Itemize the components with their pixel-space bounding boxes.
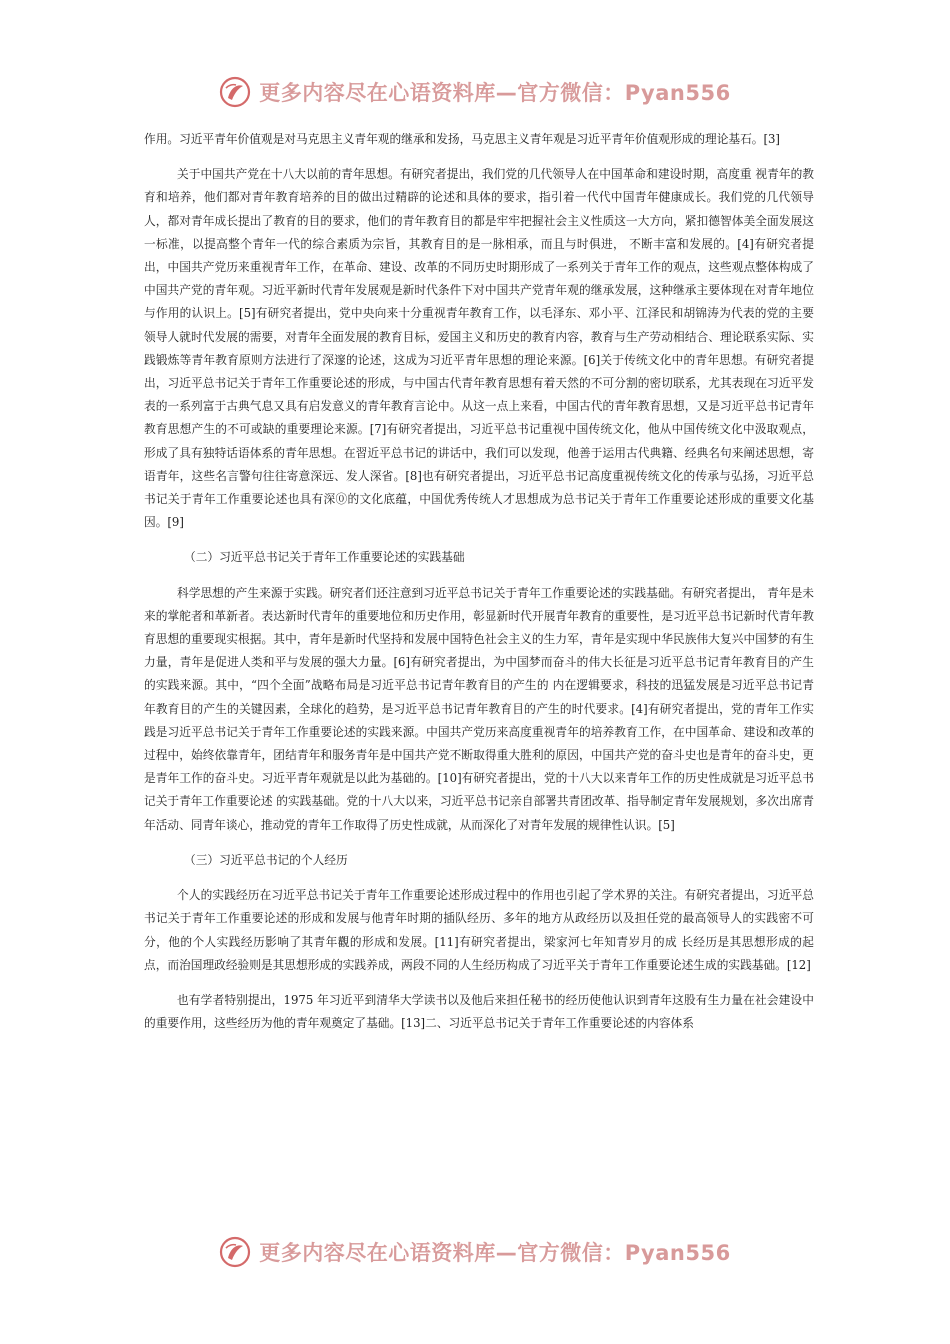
watermark-content: [219, 1236, 730, 1268]
paragraph-1: 作用。习近平青年价值观是对马克思主义青年观的继承和发扬，马克思主义青年观是习近平青年价值观形成的理论基石。[3]: [144, 132, 780, 146]
paragraph-2: 关于中国共产党在十八大以前的青年思想。有研究者提出，我们党的几代领导人在中国革命和建设时期，高度重 视青年的教育和培养，他们都对青年教育培养的目的做出过精辟的论述和具体的要求，指引着一代代中国青年健康成长。我们党的几代领导人，都对青年成长提出了教育的目的要求，他们的青年教育目的都是牢牢把握社会主义性质这一大方向，紧扣德智体美全面发展这一标准，以提高整个青年一代的综合素质为宗旨，其教育目的是一脉相承，而且与时俱进， 不断丰富和发展的。[4]有研究者提出，中国共产党历来重视青年工作，在革命、建设、改革的不同历史时期形成了一系列关于青年工作的观点，这些观点整体构成了中国共产党的青年观。习近平新时代青年发展观是新时代条件下对中国共产党青年观的继承发展，这种继承主要体现在对青年地位与作用的认识上。[5]有研究者提出，党中央向来十分重视青年教育工作，以毛泽东、邓小平、江泽民和胡锦涛为代表的党的主要领导人就时代发展的需要，对青年全面发展的教育目标，爱国主义和历史的教育内容，教育与生产劳动相结合、理论联系实际、实践锻炼等青年教育原则方法进行了深邃的论述，这成为习近平青年思想的理论来源。[6]关于传统文化中的青年思想。有研究者提出，习近平总书记关于青年工作重要论述的形成，与中国古代青年教育思想有着天然的不可分割的密切联系，尤其表现在习近平发表的一系列富于古典气息又具有启发意义的青年教育言论中。从这一点上来看，中国古代的青年教育思想，又是习近平总书记青年教育思想产生的不可或缺的重要理论来源。[7]有研究者提出，习近平总书记重视中国传统文化，他从中国传统文化中汲取观点， 形成了具有独特话语体系的青年思想。在習近平总书记的讲话中，我们可以发现，他善于运用古代典籍、经典名句来阐述思想，寄语青年，这些名言警句往往寄意深远、发人深省。[8]也有研究者提出，习近平总书记高度重视传统文化的传承与弘扬，习近平总书记关于青年工作重要论述也具有深⓪的文化底蕴，中国优秀传统人才思想成为总书记关于青年工作重要论述形成的重要文化基因。[9]: [144, 167, 814, 530]
document-body: [144, 128, 814, 1047]
watermark-text: 更多内容尽在心语资料库—官方微信：Pyan556: [259, 81, 731, 105]
watermark-banner-bottom: [0, 1230, 950, 1274]
scroll-logo-icon: [219, 1236, 251, 1268]
paragraph-4: 个人的实践经历在习近平总书记关于青年工作重要论述形成过程中的作用也引起了学术界的关注。有研究者提出，习近平总书记关于青年工作重要论述的形成和发展与他青年时期的插队经历、多年的地方从政经历以及担任党的最高领导人的实践密不可分，他的个人实践经历影响了其青年觀的形成和发展。[11]有研究者提出，梁家河七年知青岁月的成 长经历是其思想形成的起点，而治国理政经验则是其思想形成的实践养成，两段不同的人生经历构成了习近平关于青年工作重要论述生成的实践基础。[12]: [144, 888, 814, 972]
section-heading-3: （三）习近平总书记的个人经历: [184, 852, 348, 867]
paragraph-5: 也有学者特别提出，1975 年习近平到清华大学读书以及他后来担任秘书的经历使他认识到青年这股有生力量在社会建设中的重要作用，这些经历为他的青年观奠定了基础。[13]二、习近平总书记关于青年工作重要论述的内容体系: [144, 992, 814, 1031]
scroll-logo-icon: [219, 76, 251, 108]
paragraph-3: 科学思想的产生来源于实践。研究者们还注意到习近平总书记关于青年工作重要论述的实践基础。有研究者提出， 青年是未来的掌舵者和革新者。表达新时代青年的重要地位和历史作用，彰显新时代开展青年教育的重要性，是习近平总书记新时代青年教育思想的重要现实根据。其中，青年是新时代坚持和发展中国特色社会主义的生力军，青年是实现中华民族伟大复兴中国梦的有生力量，青年是促进人类和平与发展的强大力量。[6]有研究者提出，为中国梦而奋斗的伟大长征是习近平总书记青年教育目的产生的实践来源。其中，“四个全面”战略布局是习近平总书记青年教育目的产生的 内在逻辑要求，科技的迅猛发展是习近平总书记青年教育目的产生的关键因素，全球化的趋势，是习近平总书记青年教育目的产生的时代要求。[4]有研究者提出，党的青年工作实践是习近平总书记关于青年工作重要论述的实践来源。中国共产党历来高度重视青年的培养教育工作，在中国革命、建设和改革的过程中，始终依靠青年，团结青年和服务青年是中国共产党不断取得重大胜利的原因，中国共产党的奋斗史也是青年的奋斗史，更是青年工作的奋斗史。习近平青年观就是以此为基础的。[10]有研究者提出，党的十八大以来青年工作的历史性成就是习近平总书记关于青年工作重要论述 的实践基础。党的十八大以来，习近平总书记亲自部署共青团改革、指导制定青年发展规划，多次出席青年活动、同青年谈心，推动党的青年工作取得了历史性成就，从而深化了对青年发展的规律性认识。[5]: [144, 585, 814, 832]
watermark-content: [219, 76, 730, 108]
watermark-text: 更多内容尽在心语资料库—官方微信：Pyan556: [259, 1241, 731, 1265]
section-heading-2: （二）习近平总书记关于青年工作重要论述的实践基础: [184, 550, 465, 565]
watermark-banner-top: [0, 70, 950, 114]
